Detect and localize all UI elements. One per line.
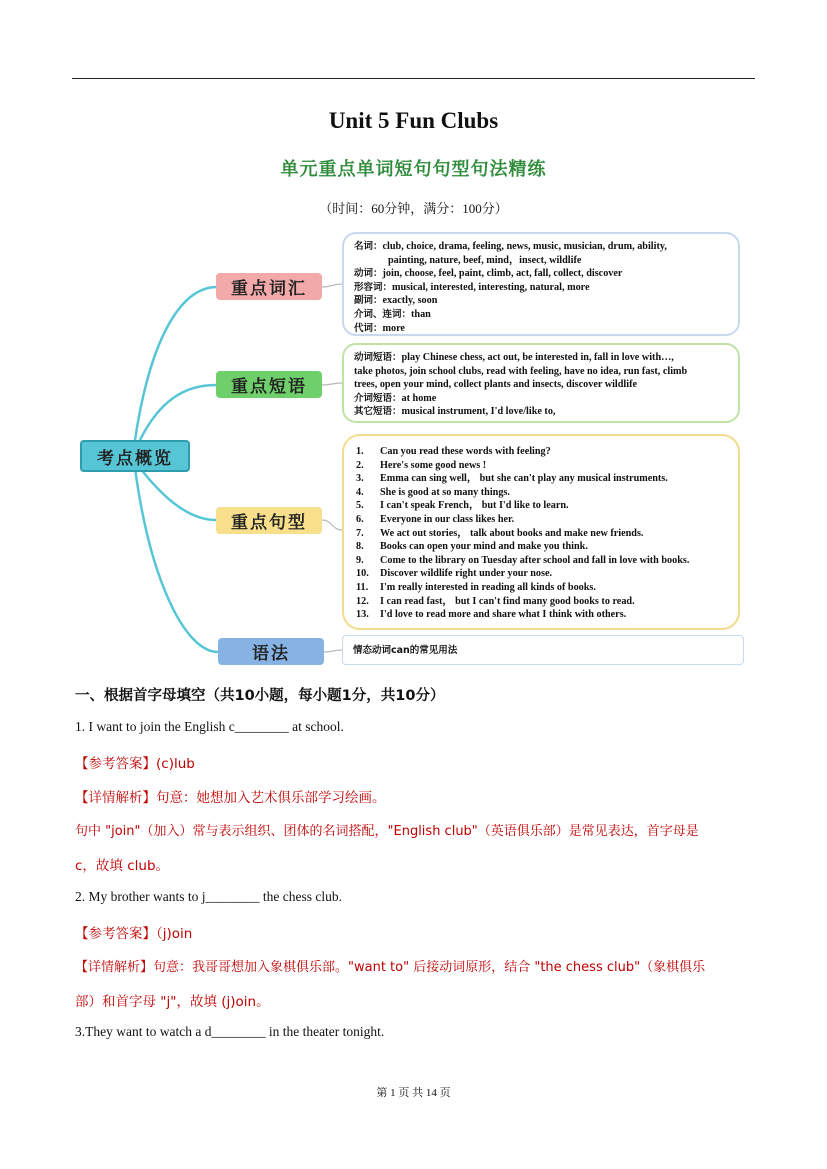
mindmap-node-phrases: 重点短语 <box>216 371 322 398</box>
sentence-item: 6. Everyone in our class likes her. <box>356 513 515 525</box>
question-3: 3.They want to watch a d________ in the theater tonight. <box>75 1024 385 1039</box>
explanation-1-line2: 句中 "join"（加入）常与表示组织、团体的名词搭配，"English club"（英语俱乐部）是常见表达，首字母是 <box>75 824 699 839</box>
vocab-row: painting, nature, beef, mind，insect, wildlife <box>388 254 582 266</box>
vocab-box <box>342 232 740 336</box>
answer-1: 【参考答案】(c)lub <box>75 756 195 772</box>
sentence-item: 5. I can't speak French， but I'd like to learn. <box>356 500 569 512</box>
sentence-item: 7. We act out stories， talk about books and make new friends. <box>356 527 644 539</box>
mindmap-node-vocab: 重点词汇 <box>216 273 322 300</box>
mindmap-root: 考点概览 <box>80 440 190 472</box>
explanation-2-line2: 部）和首字母 "j"，故填 (j)oin。 <box>75 994 270 1010</box>
time-info: （时间：60分钟，满分：100分） <box>319 201 508 216</box>
mindmap-node-sentences: 重点句型 <box>216 507 322 534</box>
question-2: 2. My brother wants to j________ the chess club. <box>75 889 342 904</box>
page-title: Unit 5 Fun Clubs <box>328 108 499 133</box>
grammar-box: 情态动词can的常见用法 <box>342 635 744 665</box>
explanation-1-line3: c，故填 club。 <box>75 858 170 874</box>
phrase-row: trees, open your mind, collect plants and insects, discover wildlife <box>354 379 637 391</box>
sentence-item: 12. I can read fast， but I can't find many good books to read. <box>356 595 635 607</box>
answer-2: 【参考答案】（j)oin <box>75 926 193 942</box>
sentence-item: 4. She is good at so many things. <box>356 486 510 498</box>
page-subtitle: 单元重点单词短句句型句法精练 <box>280 159 547 180</box>
vocab-row: 动词：join, choose, feel, paint, climb, act, fall, collect, discover <box>354 268 623 280</box>
sentence-item: 1. Can you read these words with feeling? <box>356 446 551 457</box>
explanation-1-line1: 【详情解析】句意：她想加入艺术俱乐部学习绘画。 <box>75 790 386 806</box>
page-footer: 第 1 页 共 14 页 <box>376 1087 451 1099</box>
sentence-box <box>342 434 740 630</box>
vocab-row: 名词：club, choice, drama, feeling, news, music, musician, drum, ability, <box>354 241 667 252</box>
sentence-item: 8. Books can open your mind and make you think. <box>356 541 588 553</box>
mindmap-node-grammar: 语法 <box>218 638 324 665</box>
vocab-row: 形容词：musical, interested, interesting, natural, more <box>354 281 590 293</box>
sentence-item: 10. Discover wildlife right under your nose. <box>356 568 553 580</box>
phrase-row: 其它短语：musical instrument, I'd love/like to, <box>354 406 556 418</box>
question-1: 1. I want to join the English c________ at school. <box>75 719 344 734</box>
phrase-box <box>342 343 740 423</box>
sentence-item: 9. Come to the library on Tuesday after school and fall in love with books. <box>356 554 690 566</box>
explanation-2-line1: 【详情解析】句意：我哥哥想加入象棋俱乐部。"want to" 后接动词原形，结合 "the chess club"（象棋俱乐 <box>75 960 706 975</box>
section-heading: 一、根据首字母填空（共10小题，每小题1分，共10分） <box>75 688 445 704</box>
vocab-row: 介词、连词：than <box>354 308 431 320</box>
sentence-item: 13. I'd love to read more and share what I think with others. <box>356 609 627 621</box>
sentence-item: 2. Here's some good news ! <box>356 459 487 471</box>
sentence-item: 3. Emma can sing well， but she can't play any musical instruments. <box>356 473 668 485</box>
vocab-row: 代词：more <box>354 322 405 334</box>
vocab-row: 副词：exactly, soon <box>354 295 438 307</box>
phrase-row: take photos, join school clubs, read with feeling, have no idea, run fast, climb <box>354 365 688 377</box>
sentence-item: 11. I'm really interested in reading all kinds of books. <box>356 581 596 593</box>
phrase-row: 动词短语：play Chinese chess, act out, be interested in, fall in love with…, <box>354 352 674 363</box>
phrase-row: 介词短语：at home <box>354 392 437 404</box>
header-rule <box>72 78 755 79</box>
